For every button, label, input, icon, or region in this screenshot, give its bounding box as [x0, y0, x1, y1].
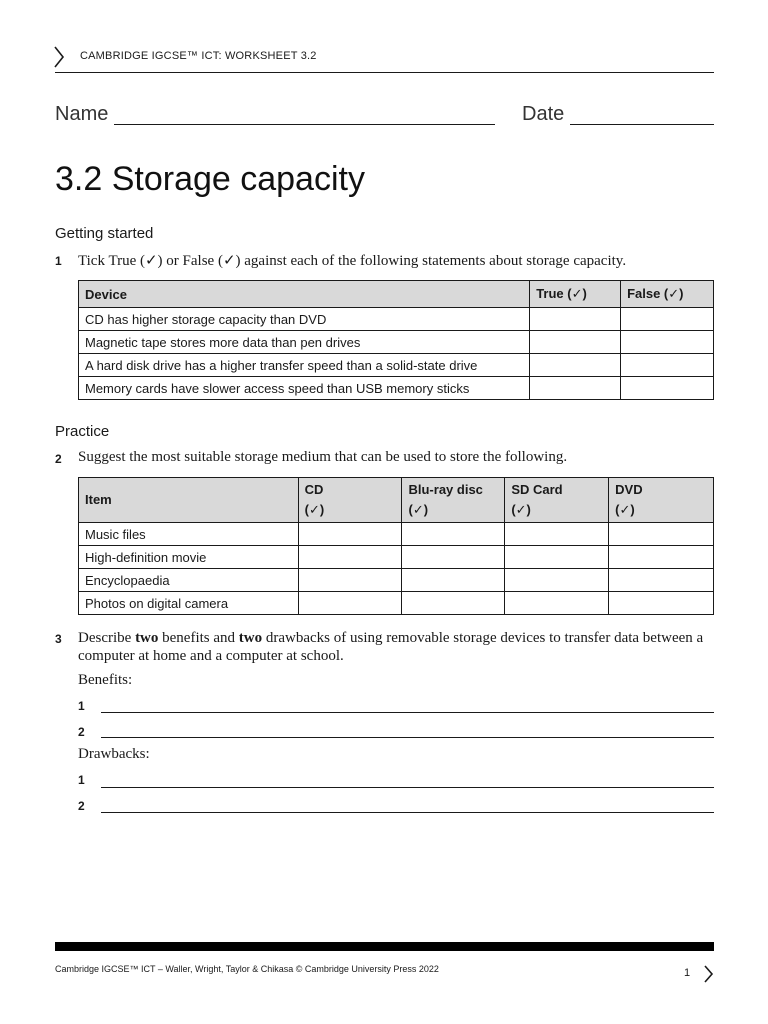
table-row — [79, 331, 714, 354]
section-heading-getting-started: Getting started — [55, 225, 154, 242]
true-tick-cell[interactable] — [530, 308, 621, 331]
chevron-right-icon — [52, 44, 66, 70]
table-row — [79, 354, 714, 377]
next-page-chevron-icon[interactable] — [702, 963, 714, 985]
column-header-device: Device — [79, 281, 530, 308]
name-label: Name — [55, 103, 109, 125]
storage-medium-table — [78, 477, 714, 615]
tick-cell[interactable] — [505, 523, 609, 546]
statement-cell: CD has higher storage capacity than DVD — [79, 308, 530, 331]
tick-cell[interactable] — [505, 546, 609, 569]
tick-cell[interactable] — [298, 523, 402, 546]
true-false-table — [78, 280, 714, 400]
column-header-false: False (✓) — [621, 281, 714, 308]
tick-cell[interactable] — [402, 569, 505, 592]
tick-cell[interactable] — [609, 569, 714, 592]
item-cell: Music files — [79, 523, 299, 546]
column-header-cd: CD (✓) — [298, 478, 402, 523]
benefit-answer-line-1[interactable] — [101, 712, 714, 713]
question-text: Describe two benefits and two drawbacks of using removable storage devices to transfer data between a computer at home and a computer at school. — [78, 630, 704, 664]
question-number: 1 — [55, 254, 62, 268]
benefits-label: Benefits: — [78, 672, 133, 688]
table-row — [79, 308, 714, 331]
header-divider — [55, 72, 714, 73]
question-text: Tick True (✓) or False (✓) against each of the following statements about storage capacity. — [78, 253, 627, 269]
tick-cell[interactable] — [298, 546, 402, 569]
column-header-true: True (✓) — [530, 281, 621, 308]
true-tick-cell[interactable] — [530, 377, 621, 400]
tick-cell[interactable] — [609, 592, 714, 615]
true-tick-cell[interactable] — [530, 354, 621, 377]
date-field[interactable] — [570, 124, 714, 125]
worksheet-header-title: CAMBRIDGE IGCSE™ ICT: WORKSHEET 3.2 — [80, 50, 317, 62]
column-header-dvd: DVD (✓) — [609, 478, 714, 523]
question-number: 3 — [55, 632, 62, 646]
false-tick-cell[interactable] — [621, 308, 714, 331]
benefit-answer-line-2[interactable] — [101, 737, 714, 738]
line-number: 2 — [78, 725, 85, 739]
tick-cell[interactable] — [402, 523, 505, 546]
section-heading-practice: Practice — [55, 423, 110, 440]
false-tick-cell[interactable] — [621, 377, 714, 400]
false-tick-cell[interactable] — [621, 354, 714, 377]
true-tick-cell[interactable] — [530, 331, 621, 354]
date-label: Date — [522, 103, 565, 125]
item-cell: Encyclopaedia — [79, 569, 299, 592]
tick-cell[interactable] — [402, 546, 505, 569]
tick-cell[interactable] — [505, 592, 609, 615]
line-number: 1 — [78, 699, 85, 713]
tick-cell[interactable] — [609, 546, 714, 569]
table-row — [79, 592, 714, 615]
line-number: 2 — [78, 799, 85, 813]
column-header-sd-card: SD Card (✓) — [505, 478, 609, 523]
item-cell: High-definition movie — [79, 546, 299, 569]
page-number: 1 — [684, 967, 691, 979]
table-row — [79, 546, 714, 569]
table-row — [79, 377, 714, 400]
drawback-answer-line-2[interactable] — [101, 812, 714, 813]
table-row — [79, 569, 714, 592]
tick-cell[interactable] — [298, 592, 402, 615]
footer-copyright: Cambridge IGCSE™ ICT – Waller, Wright, Taylor & Chikasa © Cambridge University Press 2022 — [55, 964, 439, 974]
statement-cell: Memory cards have slower access speed than USB memory sticks — [79, 377, 530, 400]
column-header-item: Item — [79, 478, 299, 523]
tick-cell[interactable] — [402, 592, 505, 615]
column-header-blu-ray: Blu-ray disc (✓) — [402, 478, 505, 523]
statement-cell: A hard disk drive has a higher transfer speed than a solid-state drive — [79, 354, 530, 377]
false-tick-cell[interactable] — [621, 331, 714, 354]
tick-cell[interactable] — [505, 569, 609, 592]
drawbacks-label: Drawbacks: — [78, 746, 150, 762]
line-number: 1 — [78, 773, 85, 787]
page-title: 3.2 Storage capacity — [55, 160, 365, 198]
item-cell: Photos on digital camera — [79, 592, 299, 615]
footer-bar — [55, 942, 714, 951]
question-text: Suggest the most suitable storage medium that can be used to store the following. — [78, 449, 568, 465]
table-row — [79, 523, 714, 546]
question-number: 2 — [55, 452, 62, 466]
name-field[interactable] — [114, 124, 495, 125]
drawback-answer-line-1[interactable] — [101, 787, 714, 788]
statement-cell: Magnetic tape stores more data than pen drives — [79, 331, 530, 354]
tick-cell[interactable] — [298, 569, 402, 592]
tick-cell[interactable] — [609, 523, 714, 546]
